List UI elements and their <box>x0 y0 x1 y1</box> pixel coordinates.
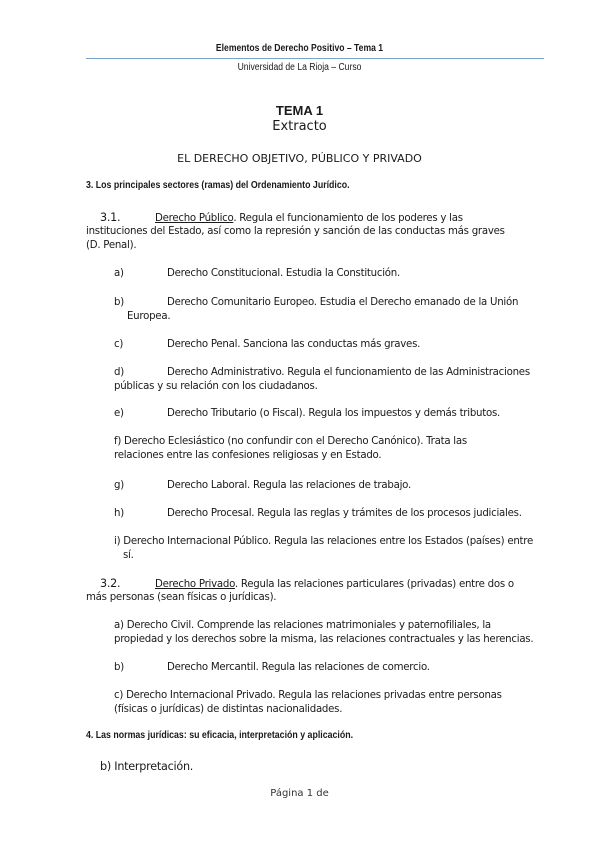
page-subtitle: Extracto <box>272 119 327 134</box>
list-item-text: Derecho Laboral. Regula las relaciones de trabajo. <box>167 480 411 491</box>
list-item-a <box>114 266 400 281</box>
list-marker: d) <box>114 367 124 378</box>
section-3-heading: 3. Los principales sectores (ramas) del Ordenamiento Jurídico. <box>86 180 350 191</box>
list-marker: a) <box>114 268 124 279</box>
derecho-privado-term: Derecho Privado <box>155 579 235 590</box>
paragraph-line: instituciones del Estado, así como la represión y sanción de las conductas más graves <box>86 226 505 237</box>
list-item-text: Derecho Tributario (o Fiscal). Regula los impuestos y demás tributos. <box>167 408 501 419</box>
list-marker: h) <box>114 508 124 519</box>
page-footer: Página 1 de <box>270 788 329 799</box>
list-item-text-continued: propiedad y los derechos sobre la misma, las relaciones contractuales y las herencias. <box>114 634 534 645</box>
list-item-b-mercantil <box>114 660 430 675</box>
list-marker: c) <box>114 339 124 350</box>
section-4-heading: 4. Las normas jurídicas: su eficacia, interpretación y aplicación. <box>86 730 354 741</box>
paragraph-text: . Regula el funcionamiento de los poderes y las <box>233 213 463 224</box>
list-item-text: Derecho Comunitario Europeo. Estudia el Derecho emanado de la Unión <box>167 297 519 308</box>
paragraph-number: 3.2. <box>100 577 121 590</box>
header-course-title: Elementos de Derecho Positivo – Tema 1 <box>215 43 384 54</box>
paragraph-line: (D. Penal). <box>86 240 137 251</box>
list-item-text: Derecho Administrativo. Regula el funcionamiento de las Administraciones <box>167 367 530 378</box>
list-item-b-interpretacion: b) Interpretación. <box>100 760 194 773</box>
list-marker: g) <box>114 480 124 491</box>
paragraph-text: . Regula las relaciones particulares (privadas) entre dos o <box>234 579 514 590</box>
list-marker: b) <box>114 297 124 308</box>
header-divider <box>86 58 544 59</box>
list-item-a-civil: a) Derecho Civil. Comprende las relaciones matrimoniales y paternofiliales, la <box>114 620 491 631</box>
paragraph-number: 3.1. <box>100 211 121 224</box>
list-item-d <box>114 365 530 380</box>
list-item-e <box>114 406 500 421</box>
topic-heading: EL DERECHO OBJETIVO, PÚBLICO Y PRIVADO <box>177 152 422 165</box>
paragraph-line: más personas (sean físicas o jurídicas). <box>86 592 277 603</box>
list-item-text: Derecho Constitucional. Estudia la Constitución. <box>167 268 400 279</box>
list-item-text: Derecho Penal. Sanciona las conductas más graves. <box>167 339 421 350</box>
list-item-text: Derecho Mercantil. Regula las relaciones de comercio. <box>167 662 430 673</box>
list-marker: e) <box>114 408 124 419</box>
list-item-text: Derecho Procesal. Regula las reglas y trámites de los procesos judiciales. <box>167 508 522 519</box>
list-item-b <box>114 295 518 310</box>
list-item-text-continued: (físicas o jurídicas) de distintas nacionalidades. <box>114 704 343 715</box>
derecho-publico-term: Derecho Público <box>155 213 234 224</box>
list-item-text-continued: sí. <box>123 550 134 561</box>
page-title: TEMA 1 <box>275 103 324 118</box>
list-marker: b) <box>114 662 124 673</box>
header-university: Universidad de La Rioja – Curso <box>237 62 362 73</box>
list-item-c-internacional-privado: c) Derecho Internacional Privado. Regula las relaciones privadas entre personas <box>114 690 502 701</box>
list-item-text-continued: relaciones entre las confesiones religiosas y en Estado. <box>114 450 382 461</box>
list-item-i: i) Derecho Internacional Público. Regula las relaciones entre los Estados (países) entre <box>114 536 534 547</box>
list-item-text-continued: Europea. <box>127 311 171 322</box>
list-item-c <box>114 337 420 352</box>
list-item-h <box>114 506 522 521</box>
list-item-f: f) Derecho Eclesiástico (no confundir con el Derecho Canónico). Trata las <box>114 436 467 447</box>
list-item-text-continued: públicas y su relación con los ciudadanos. <box>114 381 318 392</box>
list-item-g <box>114 478 411 493</box>
